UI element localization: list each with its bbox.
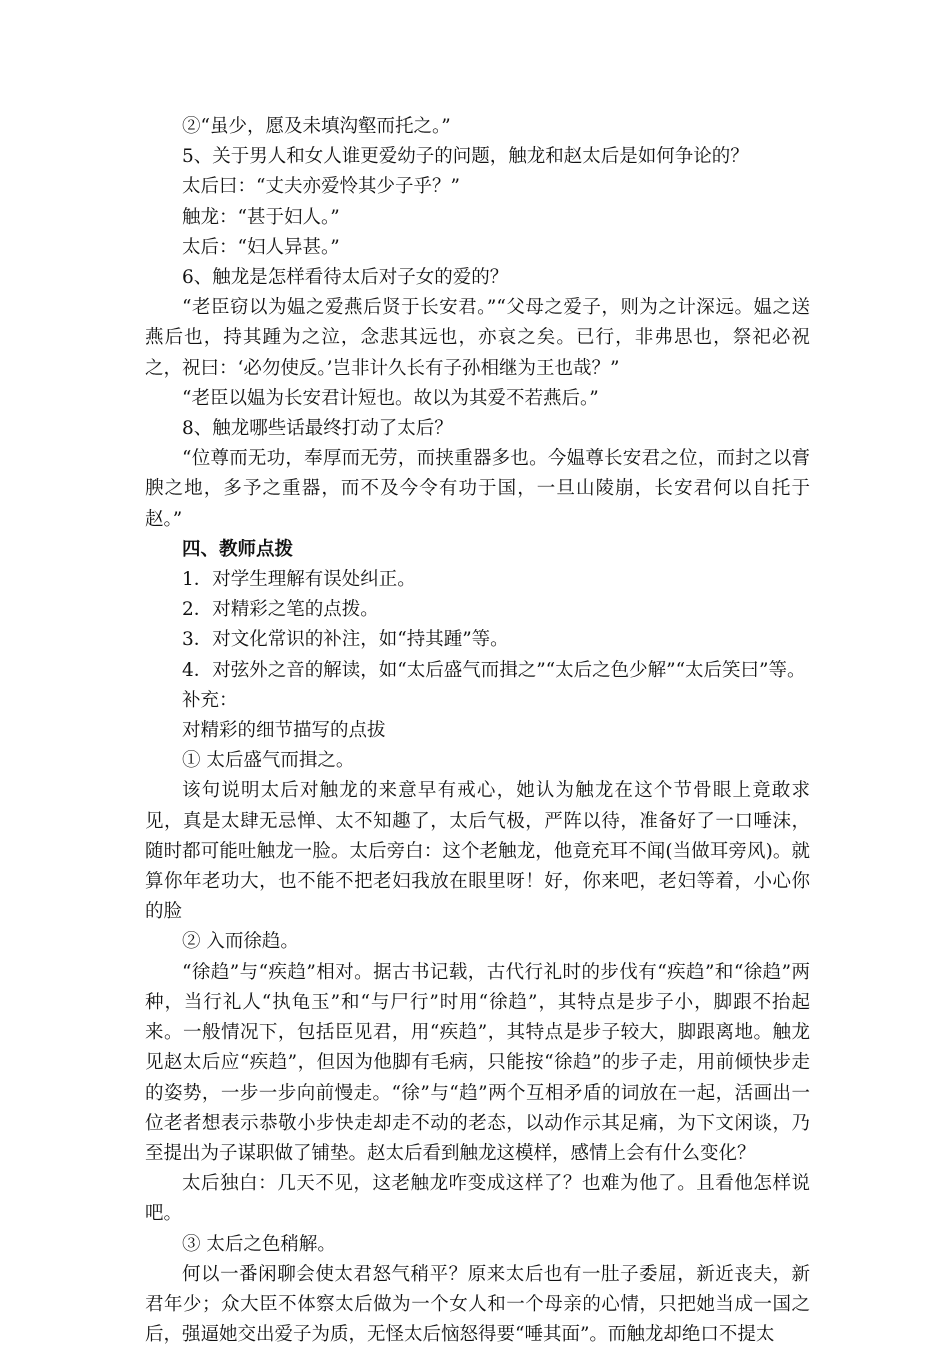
- detail-2-monologue: 太后独白：几天不见，这老触龙咋变成这样了？也难为他了。且看他怎样说吧。: [145, 1173, 810, 1225]
- detail-3-title: ③ 太后之色稍解。: [182, 1233, 336, 1255]
- paragraph-5: 太后：“妇人异甚。”: [182, 236, 340, 258]
- paragraph-10: “位尊而无功，奉厚而无劳，而挟重器多也。今媪尊长安君之位，而封之以膏腴之地，多予之重器，而不及今令有功于国，一旦山陵崩，长安君何以自托于赵。”: [145, 448, 810, 530]
- supplement-label: 补充：: [182, 689, 238, 711]
- list-item-1: 1．对学生理解有误处纠正。: [182, 569, 416, 591]
- list-item-4: 4．对弦外之音的解读，如“太后盛气而揖之”“太后之色少解”“太后笑曰”等。: [182, 659, 806, 681]
- detail-1-title: ① 太后盛气而揖之。: [182, 750, 355, 772]
- section-heading: 四、教师点拨: [182, 538, 294, 560]
- paragraph-4: 触龙：“甚于妇人。”: [182, 206, 340, 228]
- list-item-3: 3．对文化常识的补注，如“持其踵”等。: [182, 629, 509, 651]
- paragraph-8: “老臣以媪为长安君计短也。故以为其爱不若燕后。”: [182, 387, 599, 409]
- paragraph-3: 太后曰：“丈夫亦爱怜其少子乎？”: [182, 176, 460, 198]
- question-6: 6、触龙是怎样看待太后对子女的爱的？: [182, 267, 509, 289]
- question-8: 8、触龙哪些话最终打动了太后？: [182, 418, 453, 440]
- detail-1-body: 该句说明太后对触龙的来意早有戒心，她认为触龙在这个节骨眼上竟敢求见，真是太肆无忌惮、太不知趣了，太后气极，严阵以待，准备好了一口唾沫，随时都可能吐触龙一脸。太后旁白：这个老触龙，他竟充耳不闻(当做耳旁风)。就算你年老功大，也不能不把老妇我放在眼里呀！好，你来吧，老妇等着，小心你的脸: [145, 780, 810, 923]
- supplement-title: 对精彩的细节描写的点拔: [182, 720, 386, 742]
- detail-3-body: 何以一番闲聊会使太君怒气稍平？原来太后也有一肚子委屈，新近丧夫，新君年少；众大臣不体察太后做为一个女人和一个母亲的心情，只把她当成一国之后，强逼她交出爱子为质，无怪太后恼怒得要“唾其面”。而触龙却绝口不提太: [145, 1263, 810, 1346]
- paragraph-1: ②“虽少，愿及未填沟壑而托之。”: [182, 116, 451, 137]
- question-5: 5、关于男人和女人谁更爱幼子的问题，触龙和赵太后是如何争论的？: [182, 146, 749, 168]
- detail-2-body: “徐趋”与“疾趋”相对。据古书记载，古代行礼时的步伐有“疾趋”和“徐趋”两种，当行礼人“执龟玉”和“与尸行”时用“徐趋”，其特点是步子小，脚跟不抬起来。一般情况下，包括臣见君，用“疾趋”，其特点是步子较大，脚跟离地。触龙见赵太后应“疾趋”，但因为他脚有毛病，只能按“徐趋”的步子走，用前倾快步走的姿势，一步一步向前慢走。“徐”与“趋”两个互相矛盾的词放在一起，活画出一位老者想表示恭敬小步快走却走不动的老态，以动作示其足痛，为下文闲谈，乃至提出为子谋职做了铺垫。赵太后看到触龙这模样，感情上会有什么变化？: [145, 961, 810, 1164]
- detail-2-title: ② 入而徐趋。: [182, 931, 299, 953]
- paragraph-7: “老臣窃以为媪之爱燕后贤于长安君。”“父母之爱子，则为之计深远。媪之送燕后也，持其踵为之泣，念悲其远也，亦哀之矣。已行，非弗思也，祭祀必祝之，祝曰：‘必勿使反。’岂非计久长有子孙相继为王也哉？”: [145, 297, 810, 379]
- list-item-2: 2．对精彩之笔的点拨。: [182, 599, 379, 621]
- document-page: [145, 112, 810, 1350]
